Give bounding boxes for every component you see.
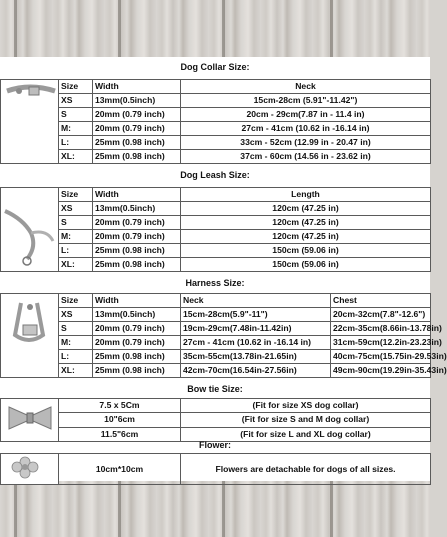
table-header-row (1, 294, 431, 308)
table-cell: 35cm-55cm(13.78in-21.65in) (181, 350, 331, 364)
table-cell: S (59, 108, 93, 122)
table-cell: L: (59, 350, 93, 364)
table-cell: 120cm (47.25 in) (181, 216, 431, 230)
table-cell: 20mm (0.79 inch) (93, 322, 181, 336)
table-row (1, 364, 431, 378)
table-cell: 25mm (0.98 inch) (93, 350, 181, 364)
table-cell: 33cm - 52cm (12.99 in - 20.47 in) (181, 136, 431, 150)
table-cell: 120cm (47.25 in) (181, 202, 431, 216)
leash-title: Dog Leash Size: (180, 170, 250, 180)
table-row (1, 399, 431, 413)
collar-table (0, 79, 431, 164)
table-row (1, 244, 431, 258)
table-cell: 25mm (0.98 inch) (93, 244, 181, 258)
table-cell: 42cm-70cm(16.54in-27.56in) (181, 364, 331, 378)
table-cell: (Fit for size S and M dog collar) (181, 413, 431, 427)
table-cell: 37cm - 60cm (14.56 in - 23.62 in) (181, 150, 431, 164)
header-width: Width (93, 188, 181, 202)
table-row (1, 454, 431, 485)
table-cell: M: (59, 336, 93, 350)
table-cell: 20mm (0.79 inch) (93, 336, 181, 350)
table-row (1, 150, 431, 164)
flower-image (1, 454, 59, 485)
table-cell: L: (59, 244, 93, 258)
bowtie-image (1, 399, 59, 442)
table-cell: 20mm (0.79 inch) (93, 122, 181, 136)
flower-title: Flower: (198, 440, 231, 450)
table-row (1, 108, 431, 122)
table-row (1, 322, 431, 336)
table-row (1, 258, 431, 272)
header-size: Size (59, 80, 93, 94)
table-row (1, 350, 431, 364)
table-row (1, 413, 431, 427)
header-size: Size (59, 188, 93, 202)
leash-icon (3, 189, 57, 267)
table-cell: 40cm-75cm(15.75in-29.53in) (331, 350, 431, 364)
flower-note: Flowers are detachable for dogs of all sizes. (181, 454, 431, 485)
table-cell: 150cm (59.06 in) (181, 244, 431, 258)
table-row (1, 336, 431, 350)
collar-title: Dog Collar Size: (180, 62, 250, 72)
collar-image (1, 80, 59, 164)
table-cell: 7.5 x 5Cm (59, 399, 181, 413)
table-cell: 15cm-28cm(5.9"-11") (181, 308, 331, 322)
table-cell: 20mm (0.79 inch) (93, 216, 181, 230)
table-cell: 20cm - 29cm(7.87 in - 11.4 in) (181, 108, 431, 122)
table-cell: XS (59, 94, 93, 108)
table-cell: 22cm-35cm(8.66in-13.78in) (331, 322, 431, 336)
header-length: Length (181, 188, 431, 202)
table-cell: 27cm - 41cm (10.62 in -16.14 in) (181, 122, 431, 136)
harness-table (0, 293, 447, 378)
table-cell: 11.5"6cm (59, 427, 181, 441)
table-cell: L: (59, 136, 93, 150)
bowtie-icon (3, 399, 57, 437)
table-cell: XL: (59, 258, 93, 272)
bowtie-table (0, 398, 431, 442)
table-cell: M: (59, 230, 93, 244)
table-cell: M: (59, 122, 93, 136)
header-neck: Neck (181, 294, 331, 308)
flower-size: 10cm*10cm (59, 454, 181, 485)
table-cell: 20mm (0.79 inch) (93, 230, 181, 244)
table-cell: 120cm (47.25 in) (181, 230, 431, 244)
table-cell: XS (59, 202, 93, 216)
table-row (1, 136, 431, 150)
table-cell: XS (59, 308, 93, 322)
table-cell: 19cm-29cm(7.48in-11.42in) (181, 322, 331, 336)
table-cell: 27cm - 41cm (10.62 in -16.14 in) (181, 336, 331, 350)
size-chart-sheet (0, 57, 447, 481)
collar-icon (3, 81, 57, 159)
header-size: Size (59, 294, 93, 308)
table-row (1, 94, 431, 108)
table-cell: S (59, 322, 93, 336)
header-width: Width (93, 294, 181, 308)
table-cell: 49cm-90cm(19.29in-35.43in) (331, 364, 431, 378)
table-cell: S (59, 216, 93, 230)
table-row (1, 202, 431, 216)
table-cell: 13mm(0.5inch) (93, 94, 181, 108)
header-chest: Chest (331, 294, 431, 308)
table-header-row (1, 80, 431, 94)
table-cell: 13mm(0.5inch) (93, 202, 181, 216)
table-cell: 25mm (0.98 inch) (93, 364, 181, 378)
table-cell: 13mm(0.5inch) (93, 308, 181, 322)
table-cell: 20cm-32cm(7.8"-12.6") (331, 308, 431, 322)
table-row (1, 122, 431, 136)
bowtie-title: Bow tie Size: (187, 384, 243, 394)
header-width: Width (93, 80, 181, 94)
harness-image (1, 294, 59, 378)
table-cell: 10"6cm (59, 413, 181, 427)
bottom-wood (0, 481, 430, 537)
table-cell: XL: (59, 364, 93, 378)
table-cell: XL: (59, 150, 93, 164)
table-cell: (Fit for size XS dog collar) (181, 399, 431, 413)
table-cell: 25mm (0.98 inch) (93, 258, 181, 272)
table-cell: 150cm (59.06 in) (181, 258, 431, 272)
leash-image (1, 188, 59, 272)
harness-icon (3, 295, 57, 373)
table-cell: 20mm (0.79 inch) (93, 108, 181, 122)
leash-table (0, 187, 431, 272)
table-row (1, 216, 431, 230)
table-cell: (Fit for size L and XL dog collar) (181, 427, 431, 441)
table-cell: 31cm-59cm(12.2in-23.23in) (331, 336, 431, 350)
table-cell: 25mm (0.98 inch) (93, 136, 181, 150)
flower-icon (3, 454, 57, 480)
header-neck: Neck (181, 80, 431, 94)
table-cell: 15cm-28cm (5.91"-11.42") (181, 94, 431, 108)
table-row (1, 230, 431, 244)
table-cell: 25mm (0.98 inch) (93, 150, 181, 164)
table-header-row (1, 188, 431, 202)
table-row (1, 308, 431, 322)
harness-title: Harness Size: (185, 278, 245, 288)
